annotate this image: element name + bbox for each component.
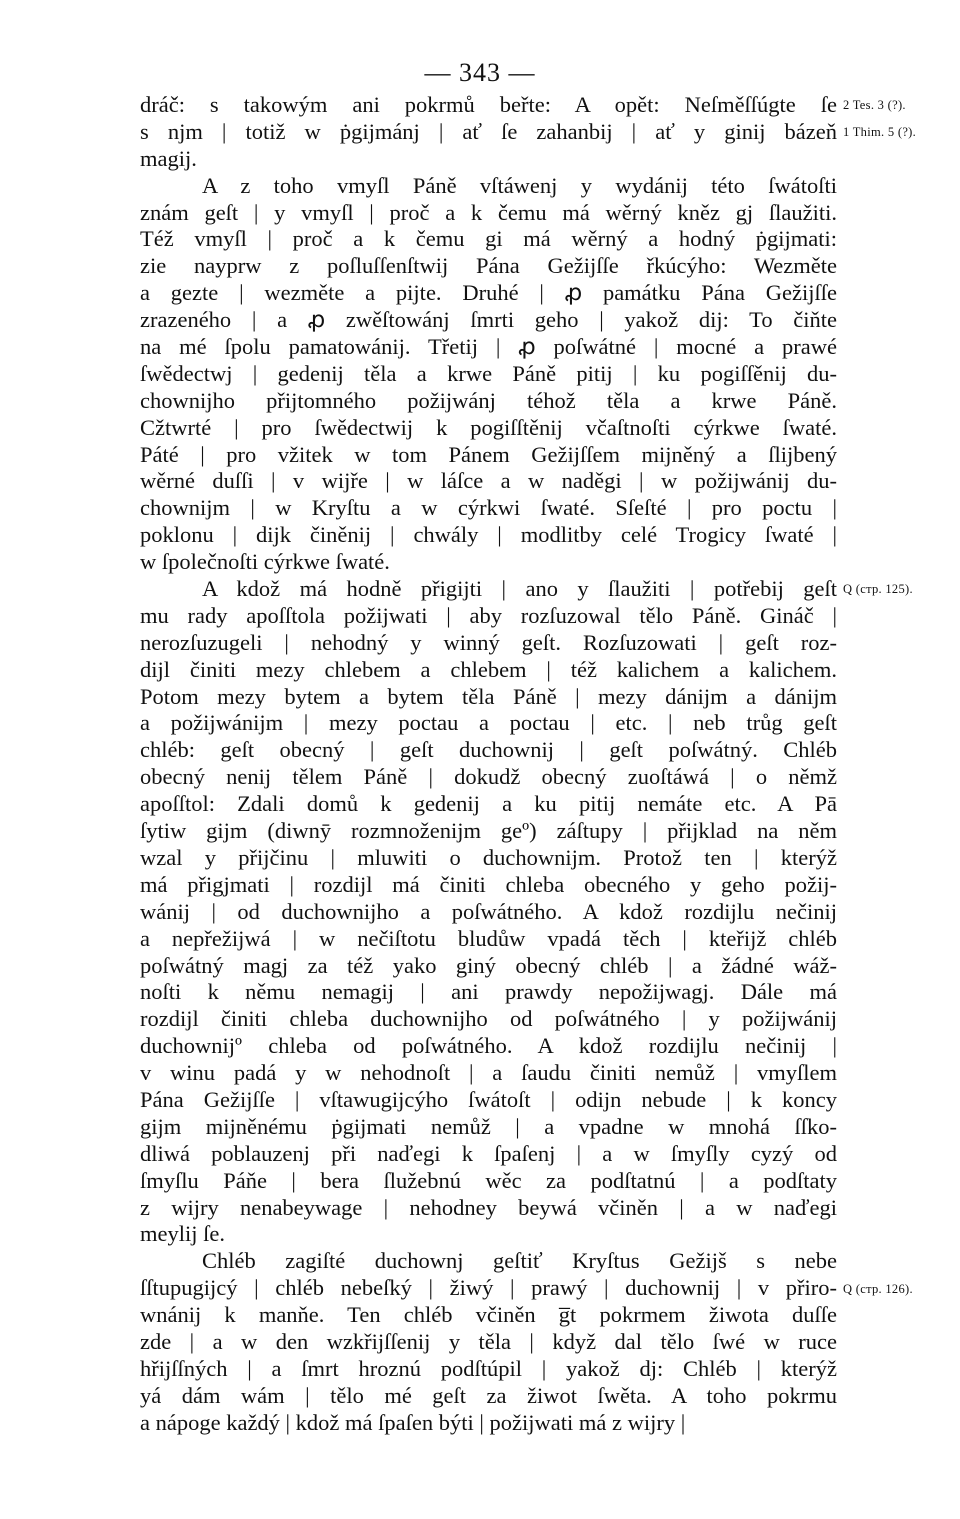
text-line: nerozſuzugeli | nehodný y winný geſt. Rozſuzowati | geſt roz- (140, 629, 837, 655)
text-line: ſmyſlu Páňe | bera ſlužebnú wěc za podſtatnú | a podſtaty (140, 1167, 837, 1193)
text-line: duchownijº chleba od poſwátného. A kdož rozdijlu nečinij | (140, 1033, 837, 1059)
text-line: a gezte | wezměte a pijte. Druhé | ꝓ památku Pána Gežijſſe (140, 280, 837, 306)
text-line: dijl činiti mezy chlebem a chlebem | též kalichem a kalichem. (140, 656, 837, 682)
text-line: chléb: geſt obecný | geſt duchownij | geſt poſwátný. Chléb (140, 737, 837, 763)
text-line: A z toho vmyſl Páně vſtáwenj y wydánij této ſwátoſti (202, 172, 837, 198)
text-line: wzal y přijčinu | mluwiti o duchownijm. Protož ten | kterýž (140, 844, 837, 870)
margin-note: 2 Tes. 3 (?). (843, 98, 906, 112)
text-line: poklonu | dijk činěnij | chwály | modlitby celé Trogicy ſwaté | (140, 522, 837, 548)
text-line: zrazeného | a ꝓ zwěſtowánj ſmrti geho | yakož dij: To čiňte (140, 307, 837, 333)
text-line: a nepřežijwá | w nečiſtotu bludůw vpadá těch | kteřijž chléb (140, 925, 837, 951)
text-line: Potom mezy bytem a bytem těla Páně | mezy dánijm a dánijm (140, 683, 837, 709)
text-line: wánij | od duchownijho a poſwátného. A kdož rozdijlu nečinij (140, 898, 837, 924)
text-line: ſytiw gijm (diwnȳ rozmnoženijm geº) záſtupy | přijklad na něm (140, 818, 837, 844)
text-line: Cžtwrté | pro ſwědectwij k pogiſſtěnij včaſtnoſti cýrkwe ſwaté. (140, 414, 837, 440)
text-line: Též vmyſl | proč a k čemu gi má wěrný a hodný ṗgijmati: (140, 226, 837, 252)
text-line: A kdož má hodně přigijti | ano y ſlaužiti | potřebij geſt (202, 576, 837, 602)
text-line: mu rady apoſſtola požijwati | aby rozſuzowal tělo Páně. Gináč | (140, 602, 837, 628)
text-line: v winu padá y w nehodnoſt | a ſaudu činiti nemůž | vmyſlem (140, 1060, 837, 1086)
body-text (140, 92, 837, 1437)
text-line: wnánij k manňe. Ten chléb včiněn g̅t pokrmem žiwota duſſe (140, 1302, 837, 1328)
text-line: Pána Gežijſſe | vſtawugijcýho ſwátoſt | odijn nebude | k koncy (140, 1086, 837, 1112)
text-line: Chléb zagiſté duchownj geſtiť Kryſtus Gežijš s nebe (202, 1248, 837, 1274)
text-line: znám geſt | y vmyſl | proč a k čemu má wěrný kněz gj ſlaužiti. (140, 199, 837, 225)
text-line: apoſſtol: Zdali domů k gedenij a ku pitij nemáte etc. A Pā (140, 791, 837, 817)
text-line: dráč: s takowým ani pokrmů beřte: A opět: Neſměſſúgte ſe (140, 92, 837, 117)
margin-note: 1 Thim. 5 (?). (843, 124, 917, 139)
margin-note: Q (стр. 125). (843, 582, 913, 597)
page-number: — 343 — (424, 58, 536, 87)
text-line: dliwá poblauzenj při naďegi k ſpaſenj | a w ſmyſly cyzý od (140, 1140, 837, 1166)
text-line: ſſtupugijcý | chléb nebeſký | žiwý | prawý | duchownij | v přiro- (140, 1275, 837, 1301)
text-line: na mé ſpolu pamatowánij. Třetij | ꝓ poſwátné | mocné a prawé (140, 334, 837, 360)
text-line: rozdijl činiti chleba duchownijho od poſwátného | y požijwánij (140, 1006, 837, 1032)
margin-note: Q (стр. 126). (843, 1281, 913, 1296)
text-line: chownijho přijtomného požijwánj téhož těla a krwe Páně. (140, 387, 837, 413)
text-line: gijm mijněnému ṗgijmati nemůž | a vpadne w mnohá ſſko- (140, 1113, 837, 1139)
text-line: s njm | totiž w ṗgijmánj | ať ſe zahanbij | ať y ginij bázeň (140, 118, 837, 144)
text-line: z wijry nenabeywage | nehodney beywá včiněn | a w naďegi (140, 1194, 837, 1220)
text-line: poſwátný magj za též yako giný obecný chléb | a žádné wáž- (140, 952, 837, 978)
text-line: obecný nenij tělem Páně | dokudž obecný zuoſtáwá | o němž (140, 764, 837, 790)
text-line: hřijſſných | a ſmrt hroznú podſtúpil | yakož dj: Chléb | kterýž (140, 1355, 837, 1381)
text-line: ſwědectwj | gedenij těla a krwe Páně pitij | ku pogiſſěnij du- (140, 360, 837, 386)
text-line: a nápoge každý | kdož má ſpaſen býti | požijwati má z wijry | (140, 1409, 686, 1435)
text-line: chownijm | w Kryſtu a w cýrkwi ſwaté. Sſeſté | pro poctu | (140, 495, 837, 521)
text-line: w ſpolečnoſti cýrkwe ſwaté. (140, 549, 390, 575)
text-line: a požijwánijm | mezy poctau a poctau | etc. | neb trůg geſt (140, 710, 837, 736)
text-line: má přigjmati | rozdijl má činiti chleba obecného y geho požij- (140, 871, 837, 897)
text-line: meylij ſe. (140, 1221, 225, 1247)
text-line: noſti k němu nemagij | ani prawdy nepožijwagj. Dále má (140, 979, 837, 1005)
text-line: zde | a w den wzkřijſſenij y těla | když dal tělo ſwé w ruce (140, 1328, 837, 1354)
text-line: wěrné duſſi | v wijře | w láſce a w naděgi | w požijwánij du- (140, 468, 837, 494)
text-line: yá dám wám | tělo mé geſt za žiwot ſwěta. A toho pokrmu (140, 1382, 837, 1408)
text-line: zie nayprw z poſluſſenſtwij Pána Gežijſſe řkúcýho: Wezměte (140, 253, 837, 279)
text-line: magij. (140, 145, 197, 171)
text-line: Páté | pro vžitek w tom Pánem Gežijſſem mijněný a ſlijbený (140, 441, 837, 467)
